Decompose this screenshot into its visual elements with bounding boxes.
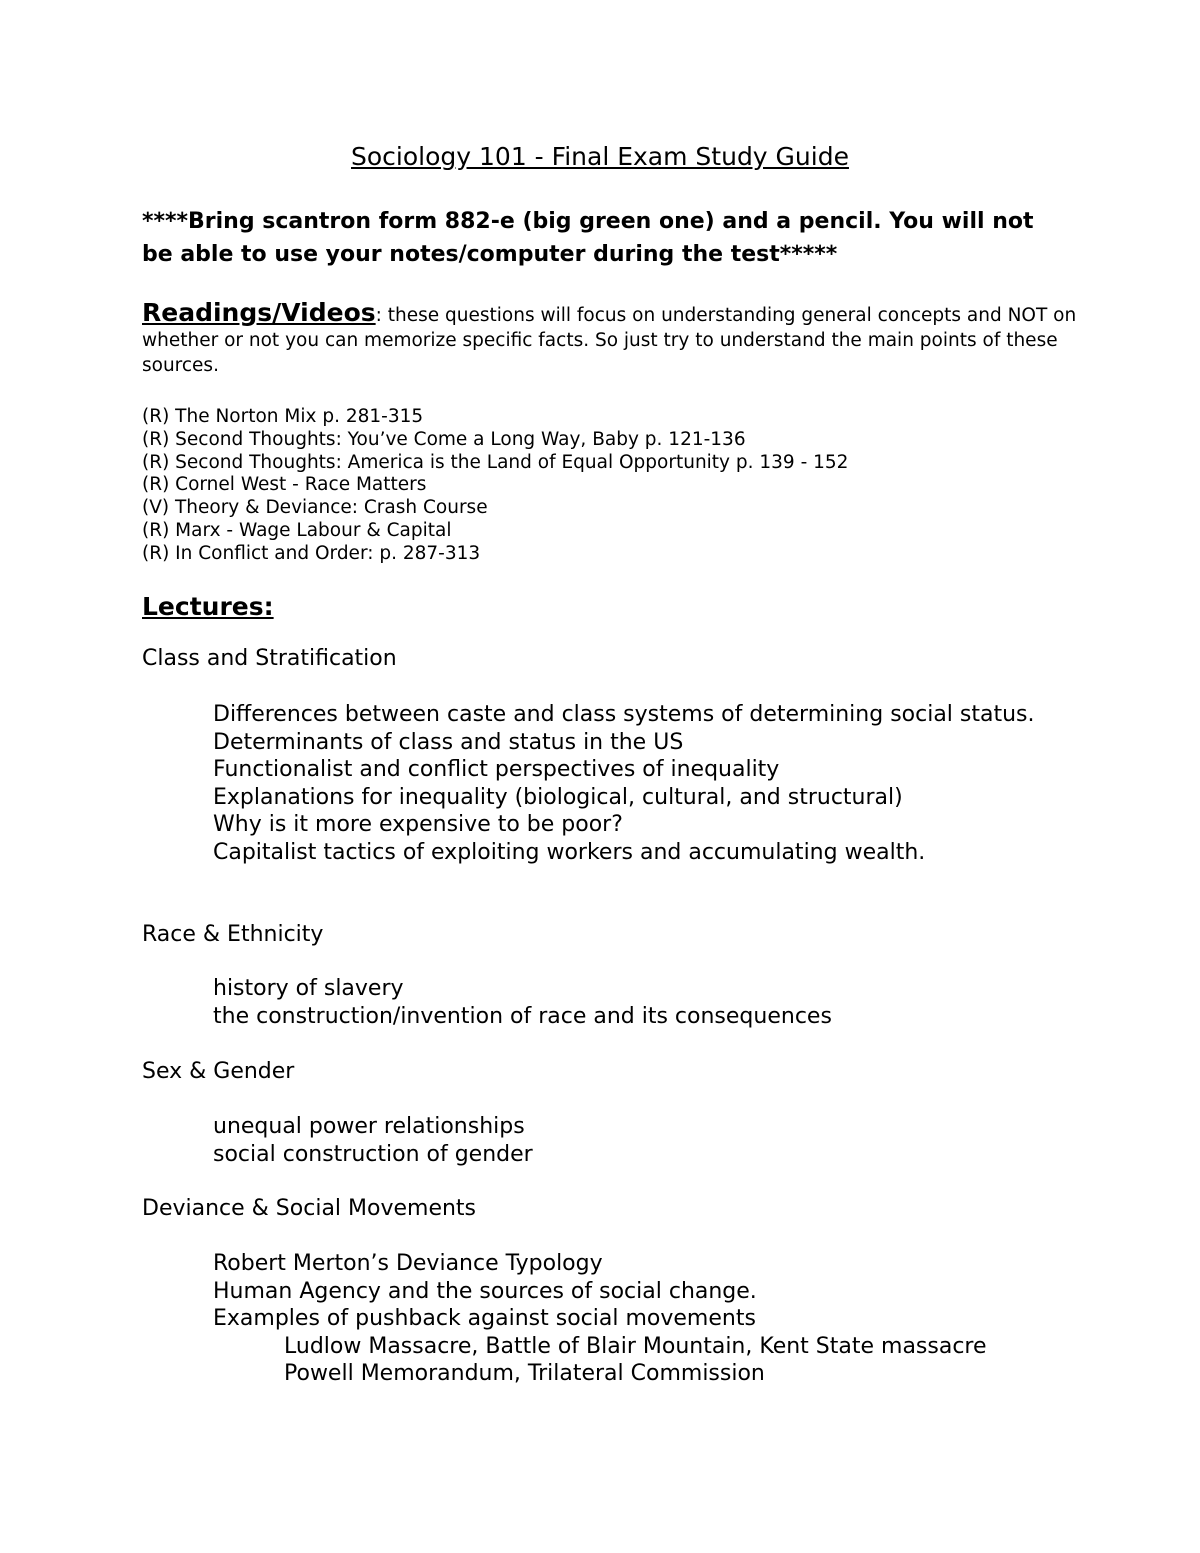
lecture-topic-title: Class and Stratification	[142, 646, 397, 671]
reading-item: (R) Second Thoughts: You’ve Come a Long Way, Baby p. 121-136	[142, 428, 746, 450]
readings-heading: Readings/Videos	[142, 298, 376, 327]
lecture-item: Robert Merton’s Deviance Typology	[213, 1251, 603, 1276]
lecture-item: Examples of pushback against social movements	[213, 1306, 756, 1331]
lectures-heading: Lectures:	[142, 592, 274, 621]
reading-item: (R) Marx - Wage Labour & Capital	[142, 519, 452, 541]
lecture-topic-class	[142, 645, 1082, 673]
lecture-item: history of slavery	[213, 976, 404, 1001]
lecture-item: Explanations for inequality (biological, cultural, and structural)	[213, 784, 903, 810]
reading-item: (R) In Conflict and Order: p. 287-313	[142, 542, 481, 564]
reading-item: (R) Cornel West - Race Matters	[142, 474, 427, 496]
lecture-item: Human Agency and the sources of social change.	[213, 1278, 757, 1304]
lecture-item: Determinants of class and status in the US	[213, 729, 684, 755]
reading-item: (R) Second Thoughts: America is the Land of Equal Opportunity p. 139 - 152	[142, 451, 849, 473]
lecture-item: Differences between caste and class systems of determining social status.	[213, 702, 1035, 727]
lecture-item: Why is it more expensive to be poor?	[213, 812, 623, 837]
lecture-item: Functionalist and conflict perspectives of inequality	[213, 757, 780, 782]
readings-list	[142, 406, 1082, 566]
lecture-topic-gender	[142, 1058, 1082, 1086]
lecture-topic-title: Sex & Gender	[142, 1059, 295, 1084]
lecture-item: unequal power relationships	[213, 1114, 525, 1139]
readings-intro-paragraph	[142, 300, 1082, 378]
lecture-items-gender	[142, 1113, 1082, 1168]
lecture-item: the construction/invention of race and its consequences	[213, 1003, 832, 1029]
reading-item: (R) The Norton Mix p. 281-315	[142, 406, 424, 427]
lecture-item: social construction of gender	[213, 1141, 533, 1167]
lecture-topic-race	[142, 921, 1082, 949]
readings-intro-text: these questions will focus on understanding general concepts and NOT on whether or not you can memorize specific facts. So just try to understand the main points of these sources.	[142, 305, 1077, 376]
lecture-topic-title: Race & Ethnicity	[142, 922, 324, 947]
lecture-topic-deviance	[142, 1195, 1082, 1223]
lecture-subitem: Ludlow Massacre, Battle of Blair Mountain, Kent State massacre	[284, 1333, 987, 1359]
lecture-subitem: Powell Memorandum, Trilateral Commission	[284, 1361, 765, 1386]
document-title: Sociology 101 - Final Exam Study Guide	[351, 142, 849, 171]
lecture-items-race	[142, 975, 1082, 1030]
lecture-items-deviance	[142, 1250, 1082, 1388]
readings-heading-colon: :	[375, 305, 382, 326]
exam-notice: ****Bring scantron form 882-e (big green one) and a pencil. You will not be able to use your notes/computer during the test*****	[142, 209, 1034, 267]
lecture-item: Capitalist tactics of exploiting workers and accumulating wealth.	[213, 839, 926, 865]
lecture-topic-title: Deviance & Social Movements	[142, 1196, 477, 1221]
reading-item: (V) Theory & Deviance: Crash Course	[142, 497, 488, 519]
lecture-items-class	[142, 701, 1082, 866]
